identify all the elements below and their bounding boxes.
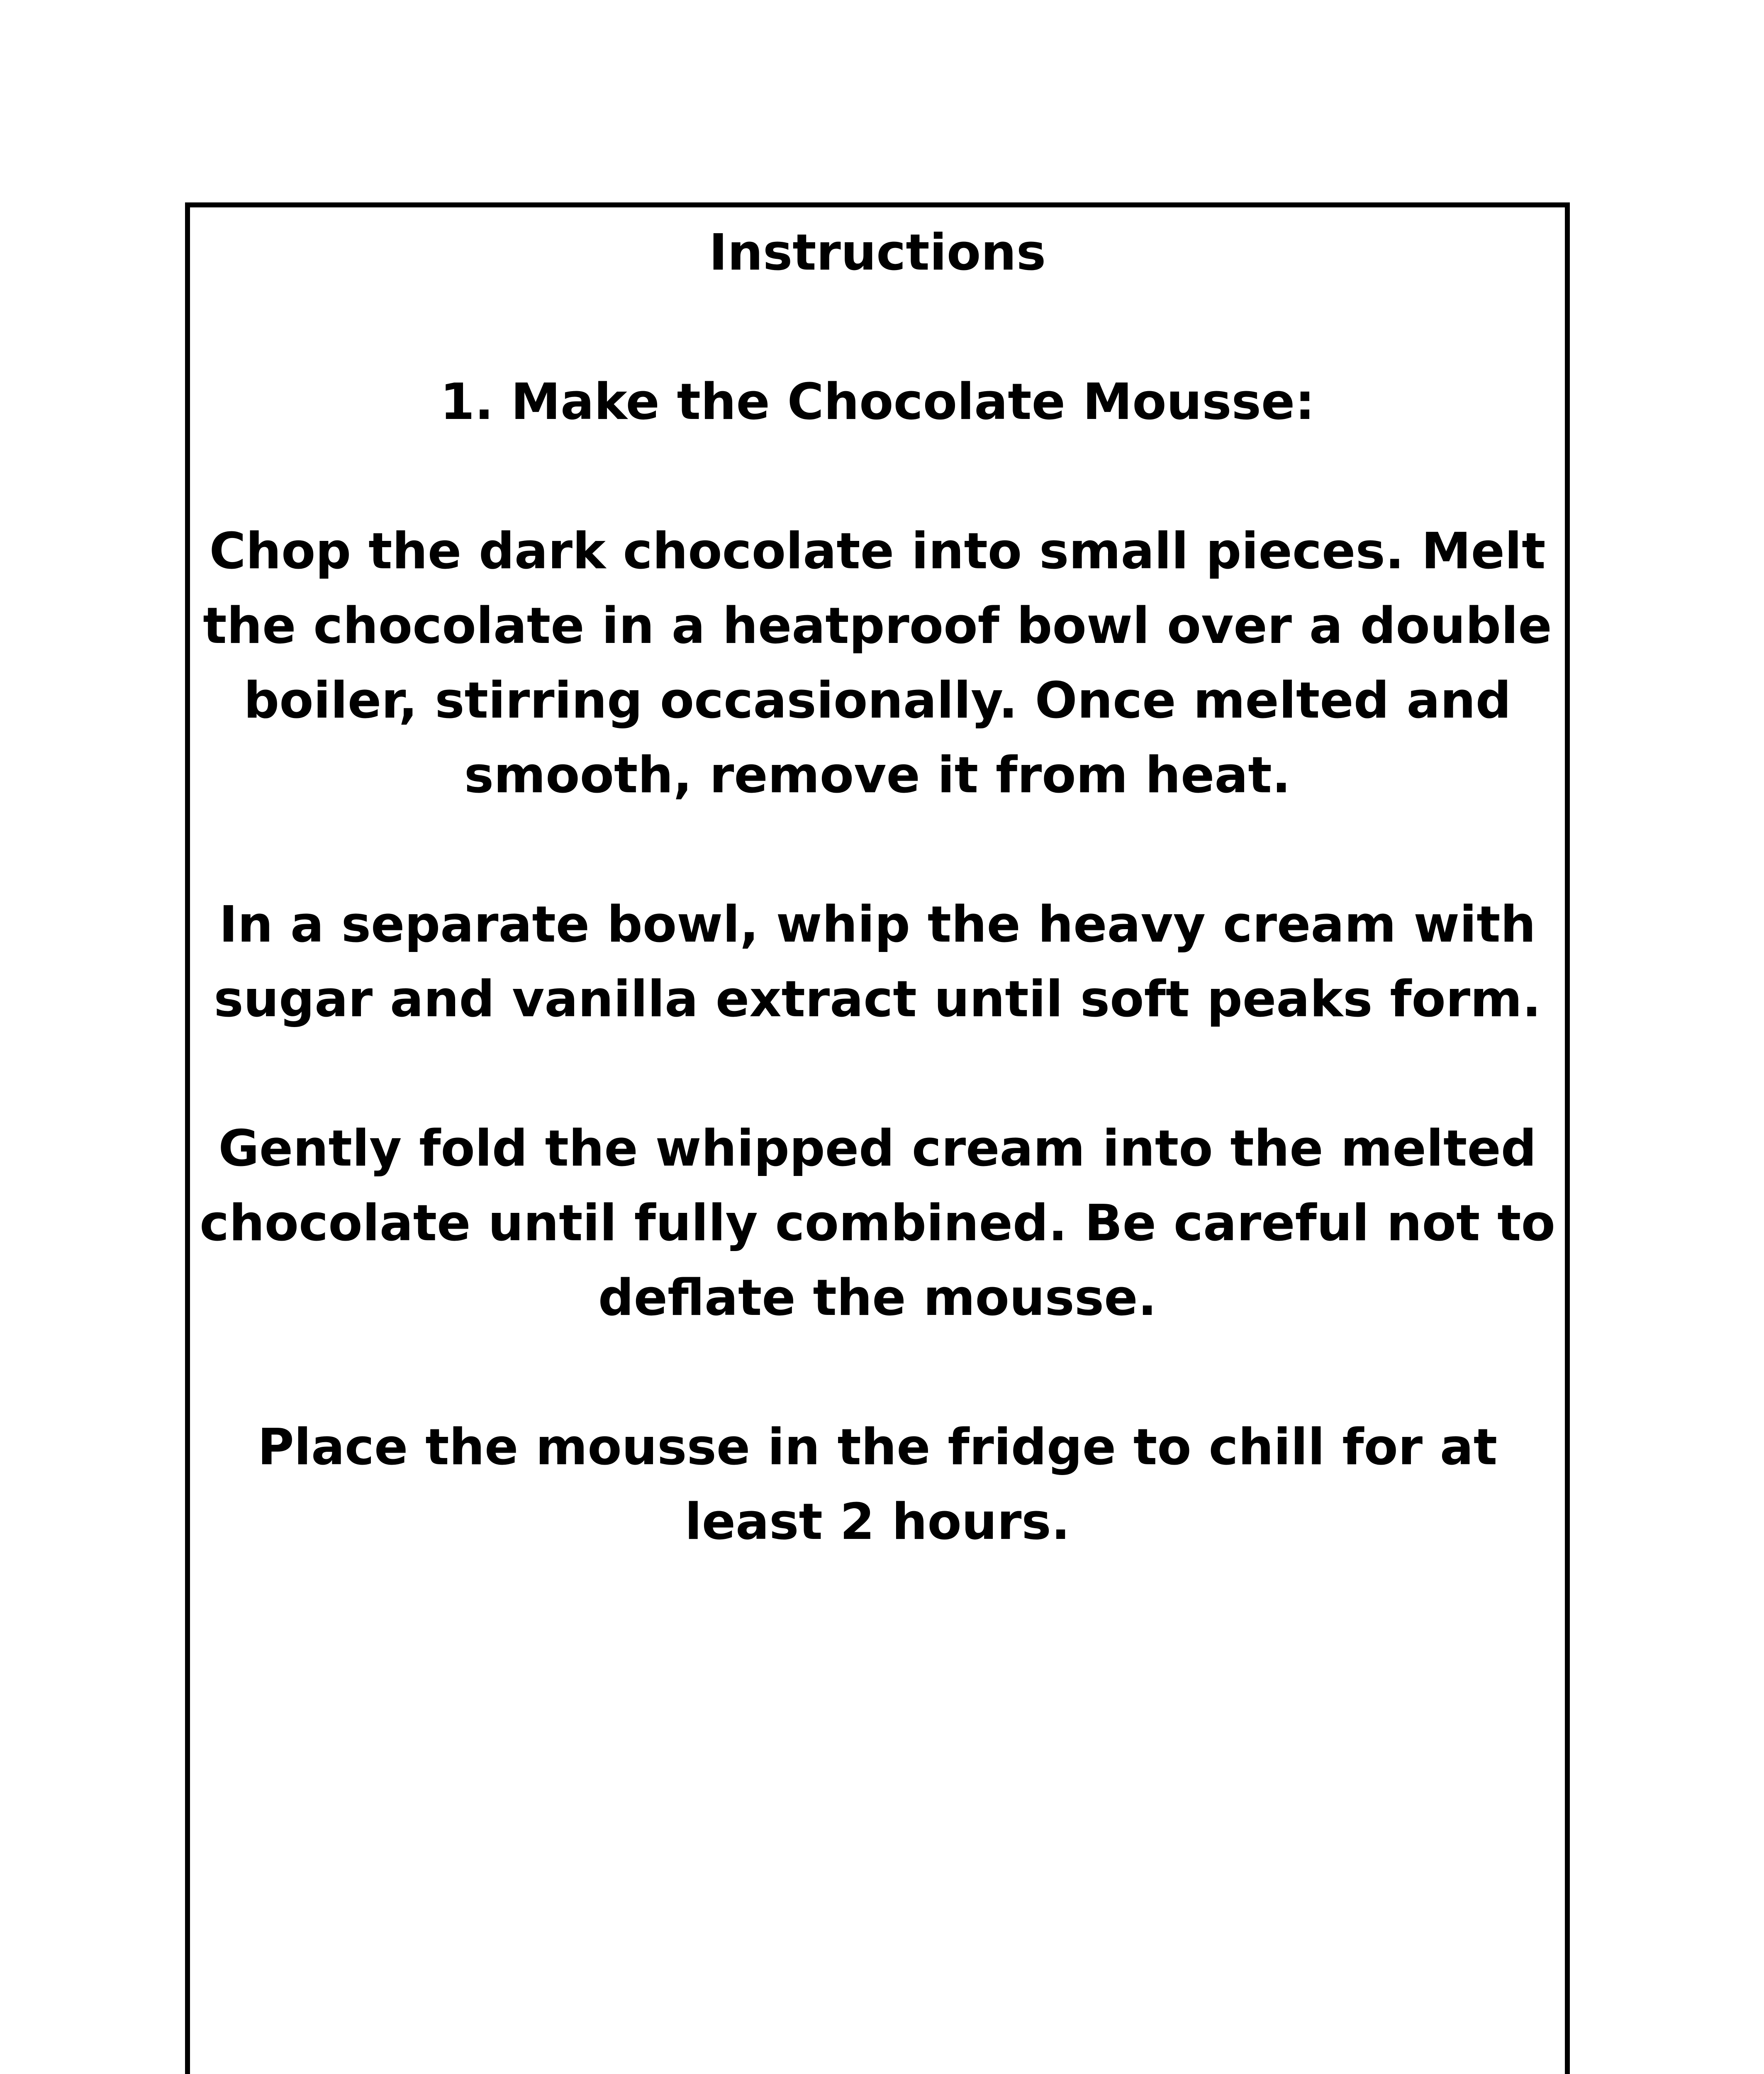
instruction-paragraph-2: In a separate bowl, whip the heavy cream with sugar and vanilla extract until soft peaks form. bbox=[214, 896, 1541, 1028]
page-heading: Instructions bbox=[709, 224, 1046, 282]
step-title: 1. Make the Chocolate Mousse: bbox=[440, 373, 1315, 431]
instructions-content bbox=[195, 216, 1560, 1560]
instruction-paragraph-3: Gently fold the whipped cream into the melted chocolate until fully combined. Be careful not to deflate the mousse. bbox=[200, 1120, 1555, 1327]
instruction-paragraph-1: Chop the dark chocolate into small pieces. Melt the chocolate in a heatproof bowl over a double boiler, stirring occasionally. Once melted and smooth, remove it from heat. bbox=[203, 523, 1552, 804]
instruction-paragraph-4: Place the mousse in the fridge to chill for at least 2 hours. bbox=[257, 1419, 1498, 1551]
